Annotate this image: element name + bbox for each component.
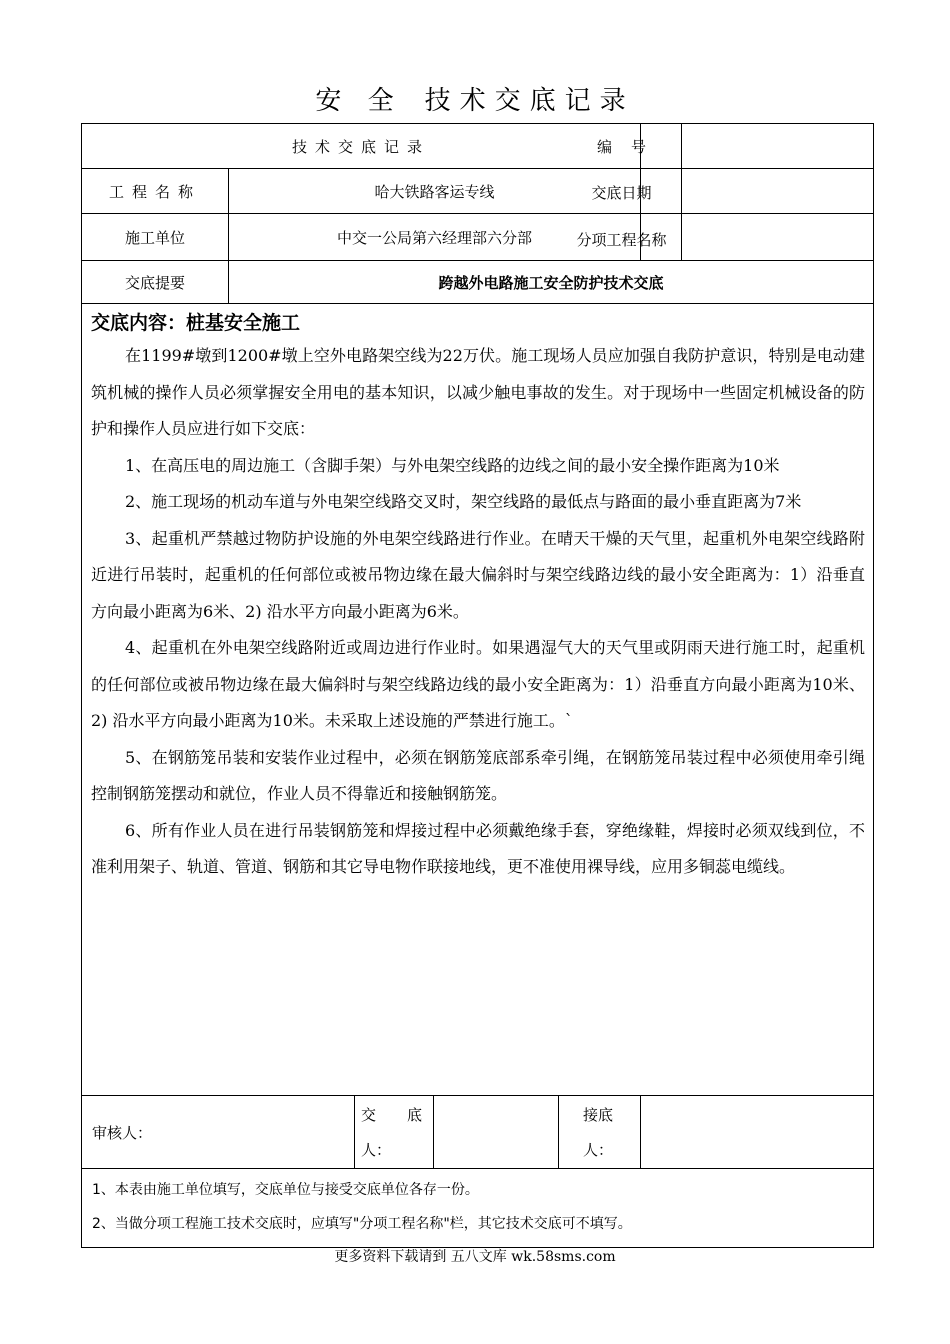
title-part-1: 安 全 (315, 86, 403, 116)
content-paragraph-1: 1、在高压电的周边施工（含脚手架）与外电架空线路的边线之间的最小安全操作距离为10米 (125, 455, 780, 475)
summary-row (82, 261, 874, 304)
summary-label: 交底提要 (82, 261, 229, 304)
page-footer: 更多资料下载请到 五八文库 wk.58sms.com (334, 1249, 616, 1265)
content-paragraph-6: 6、所有作业人员在进行吊装钢筋笼和焊接过程中必须戴绝缘手套，穿绝缘鞋，焊接时必须双线到位，不准利用架子、轨道、管道、钢筋和其它导电物作联接地线，更不准使用裸导线，应用多铜蕊电缆线。 (91, 820, 866, 876)
receiver-label-cell (559, 1096, 641, 1169)
content-row (82, 304, 874, 1096)
note-2: 2、当做分项工程施工技术交底时，应填写"分项工程名称"栏，其它技术交底可不填写。 (92, 1216, 632, 1232)
header-row (82, 124, 874, 169)
content-paragraph-intro: 在1199#墩到1200#墩上空外电路架空线为22万伏。施工现场人员应加强自我防护意识，特别是电动建筑机械的操作人员必须掌握安全用电的基本知识，以减少触电事故的发生。对于现场中一些固定机械设备的防护和操作人员应进行如下交底： (91, 346, 866, 438)
discloser-label-a: 交 (361, 1106, 377, 1124)
reviewer-label: 审核人： (92, 1123, 153, 1142)
content-cell (82, 304, 874, 1096)
summary-value: 跨越外电路施工安全防护技术交底 (229, 261, 874, 304)
sub-project-value (682, 214, 874, 261)
receiver-label-b: 人： (583, 1141, 614, 1159)
number-value (682, 124, 874, 169)
project-name-row (82, 169, 874, 214)
record-label: 技术交底记录 (82, 124, 641, 169)
document-title (0, 80, 950, 117)
discloser-label-c: 人： (361, 1141, 392, 1159)
receiver-value-cell (641, 1096, 874, 1169)
receiver-label-a: 接底 (583, 1106, 614, 1124)
project-name-value: 哈大铁路客运专线 (229, 169, 641, 214)
note-1: 1、本表由施工单位填写，交底单位与接受交底单位各存一份。 (92, 1182, 479, 1198)
notes-cell (82, 1169, 874, 1248)
disclosure-form-table (81, 123, 874, 1248)
number-label-text: 编 号 (596, 138, 647, 156)
signature-row (82, 1096, 874, 1169)
title-part-2: 技术交底记录 (424, 86, 635, 116)
date-label-text: 交底日期 (591, 184, 652, 202)
content-paragraph-2: 2、施工现场的机动车道与外电架空线路交叉时，架空线路的最低点与路面的最小垂直距离为7米 (125, 492, 802, 511)
unit-row (82, 214, 874, 261)
date-value (682, 169, 874, 214)
sub-project-label (560, 216, 683, 263)
content-heading: 交底内容：桩基安全施工 (91, 312, 301, 334)
unit-label: 施工单位 (82, 214, 229, 261)
reviewer-cell (82, 1096, 355, 1169)
discloser-label-b: 底 (407, 1106, 423, 1124)
unit-value: 中交一公局第六经理部六分部 (229, 214, 641, 261)
content-paragraph-3: 3、起重机严禁越过物防护设施的外电架空线路进行作业。在晴天干燥的天气里，起重机外电架空线路附近进行吊装时，起重机的任何部位或被吊物边缘在最大偏斜时与架空线路边线的最小安全距离为：1）沿垂直方向最小距离为6米、2) 沿水平方向最小距离为6米。 (91, 528, 866, 621)
project-name-label: 工程名称 (82, 169, 229, 214)
content-paragraph-4: 4、起重机在外电架空线路附近或周边进行作业时。如果遇湿气大的天气里或阴雨天进行施工时，起重机的任何部位或被吊物边缘在最大偏斜时与架空线路边线的最小安全距离为：1）沿垂直方向最小距离为10米、2) 沿水平方向最小距离为10米。未采取上述设施的严禁进行施工。` (91, 638, 866, 730)
discloser-value-cell (434, 1096, 559, 1169)
sub-project-label-text: 分项工程名称 (576, 231, 667, 249)
number-label (560, 124, 683, 169)
notes-row (82, 1169, 874, 1248)
discloser-label-cell (355, 1096, 434, 1169)
date-label (560, 170, 683, 215)
content-paragraph-5: 5、在钢筋笼吊装和安装作业过程中，必须在钢筋笼底部系牵引绳，在钢筋笼吊装过程中必须使用牵引绳控制钢筋笼摆动和就位，作业人员不得靠近和接触钢筋笼。 (91, 747, 866, 803)
